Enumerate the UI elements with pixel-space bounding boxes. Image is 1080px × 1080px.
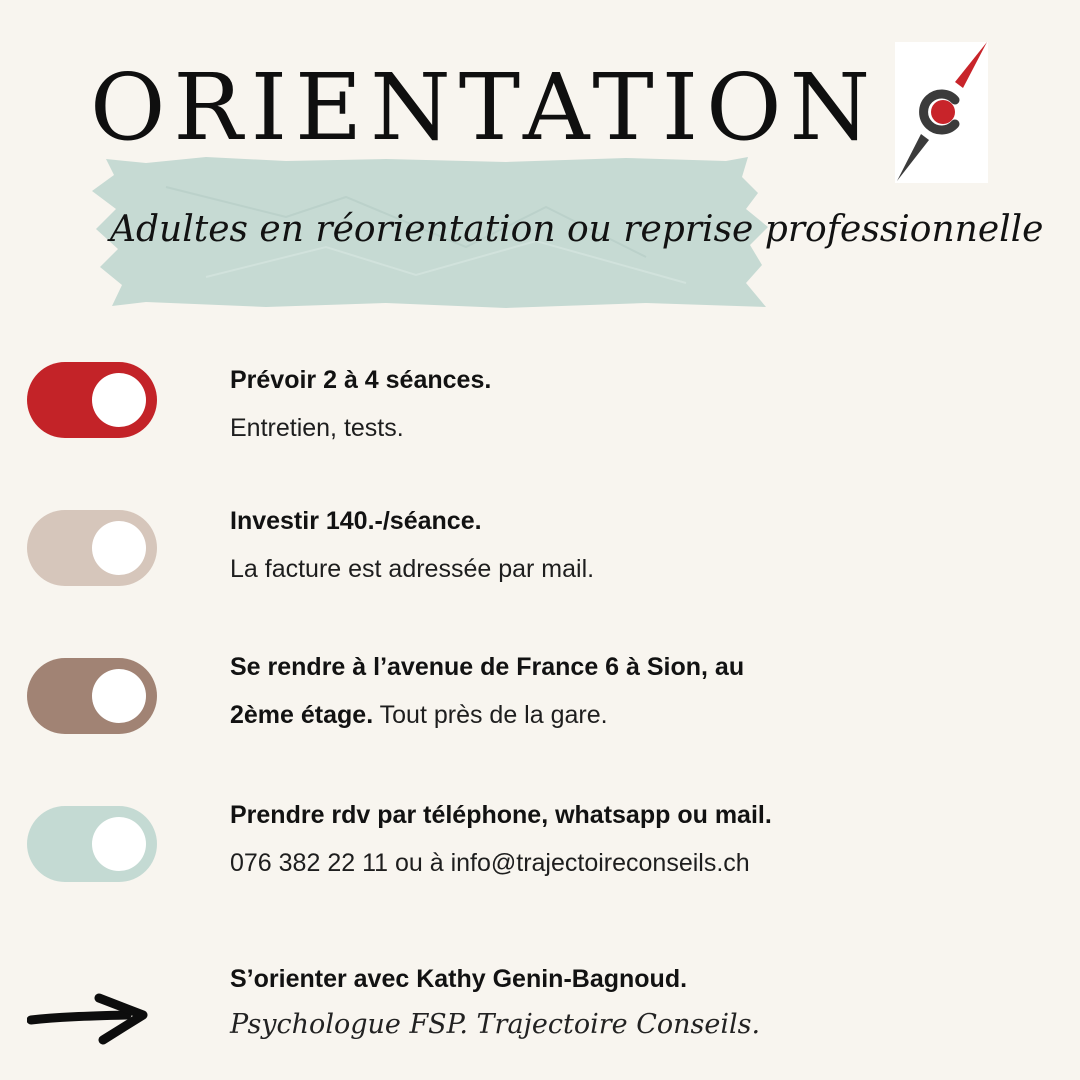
info-item-4 <box>230 791 1050 887</box>
item-heading: Prendre rdv par téléphone, whatsapp ou mail. <box>230 801 772 829</box>
item-detail: Entretien, tests. <box>230 414 404 442</box>
toggle-knob <box>92 373 146 427</box>
item-heading: Investir 140.-/séance. <box>230 507 482 535</box>
toggle-switch-4[interactable] <box>27 806 157 882</box>
item-detail: Tout près de la gare. <box>373 701 608 729</box>
item-detail: 076 382 22 11 ou à info@trajectoireconseils.ch <box>230 849 750 877</box>
item-detail: La facture est adressée par mail. <box>230 555 595 583</box>
toggle-knob <box>92 817 146 871</box>
toggle-switch-2[interactable] <box>27 510 157 586</box>
page-subtitle: Adultes en réorientation ou reprise professionnelle <box>110 209 1044 250</box>
item-heading: Prévoir 2 à 4 séances. <box>230 366 492 394</box>
item-heading: Se rendre à l’avenue de France 6 à Sion, au <box>230 653 745 681</box>
toggle-switch-3[interactable] <box>27 658 157 734</box>
info-item-1 <box>230 356 1050 452</box>
footer-heading: S’orienter avec Kathy Genin-Bagnoud. <box>230 965 688 993</box>
page-title: ORIENTATION <box>90 54 879 161</box>
toggle-switch-1[interactable] <box>27 362 157 438</box>
footer-credit <box>230 956 1030 1048</box>
item-heading-continued: 2ème étage. <box>230 701 374 729</box>
footer-signature: Psychologue FSP. Trajectoire Conseils. <box>230 1009 761 1040</box>
toggle-knob <box>92 669 146 723</box>
toggle-knob <box>92 521 146 575</box>
info-item-2 <box>230 497 1050 593</box>
arrow-right-icon <box>27 990 149 1046</box>
info-item-3 <box>230 643 1050 739</box>
compass-logo-icon <box>895 42 988 183</box>
